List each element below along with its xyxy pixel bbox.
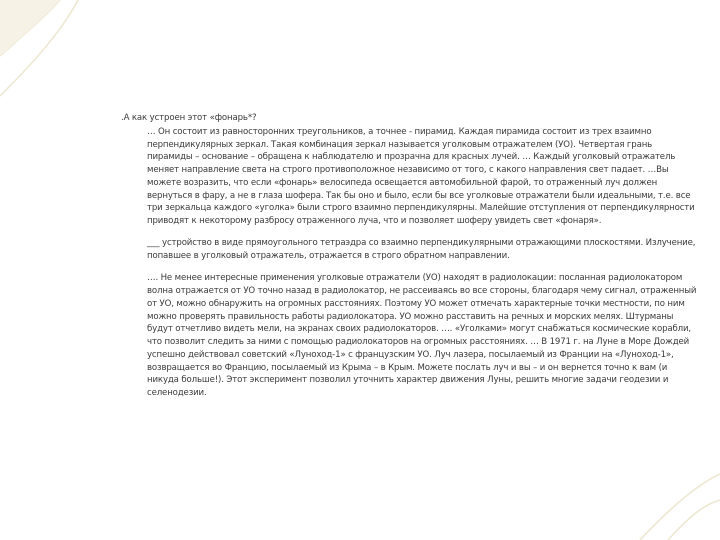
intro-paragraph: … Он состоит из равносторонних треугольников, а точнее - пирамид. Каждая пирамида состоит из трех взаимно перпендикулярных зеркал. Такая комбинация зеркал называется уголковым отражателем (УО). Четвертая грань пирамиды – основание – обращена к наблюдателю и прозрачна для красных лучей. … Каждый уголковый отражатель меняет направление света на строго противоположное независимо от того, с какого направления свет падает. …Вы можете возразить, что если «фонарь» велосипеда освещается автомобильной фарой, то отраженный луч должен вернуться в фару, а не в глаза шофера. Так бы оно и было, если бы все уголковые отражатели были идеальными, т.е. все три зеркальца каждого «уголка» были строго взаимно перпендикулярны. Малейшие отступления от перпендикулярности приводят к некоторому разбросу отраженного луча, что и позволяет шоферу увидеть свет «фонаря».	[147, 126, 695, 226]
arc-bottom-right-1	[640, 474, 720, 540]
lead-question: .А как устроен этот «фонарь*?	[121, 113, 257, 123]
arc-top-left-2	[0, 0, 78, 96]
arc-top-left-fill	[0, 0, 60, 56]
bullet-item-radiolocation	[121, 272, 699, 400]
slide-text-content	[121, 112, 699, 400]
bullet-item-definition	[121, 237, 699, 263]
bullet-text-radiolocation: …. Не менее интересные применения уголковые отражатели (УО) находят в радиолокации: посланная радиолокатором волна отражается от УО точно назад в радиолокатор, не рассеиваясь во все стороны, благодаря чему сигнал, отраженный от УО, можно обнаружить на огромных расстояниях. Поэтому УО может отмечать характерные точки местности, по ним можно проверять правильность работы радиолокатора. УО можно расставить на речных и морских мелях. Штурманы будут отчетливо видеть мели, на экранах своих радиолокаторов. …. «Уголками» могут снабжаться космические корабли, что позволит следить за ними с помощью радиолокаторов на огромных расстояниях. … В 1971 г. на Луне в Море Дождей успешно действовал советский «Луноход-1» с французским УО. Луч лазера, посылаемый из Франции на «Луноход-1», возвращается во Францию, посылаемый из Крыма – в Крым. Можете послать луч и вы – и он вернется точно к вам (и никуда больше!). Этот эксперимент позволил уточнить характер движения Луны, решить многие задачи геодезии и селенодезии.	[147, 273, 697, 398]
arc-bottom-right-2	[668, 500, 720, 540]
arc-top-left-1	[0, 0, 60, 56]
bullet-text-definition: ___ устройство в виде прямоугольного тетраэдра со взаимно перпендикулярными отражающими плоскостями. Излучение, попавшее в уголковый отражатель, отражается в строго обратном направлении.	[147, 237, 696, 261]
